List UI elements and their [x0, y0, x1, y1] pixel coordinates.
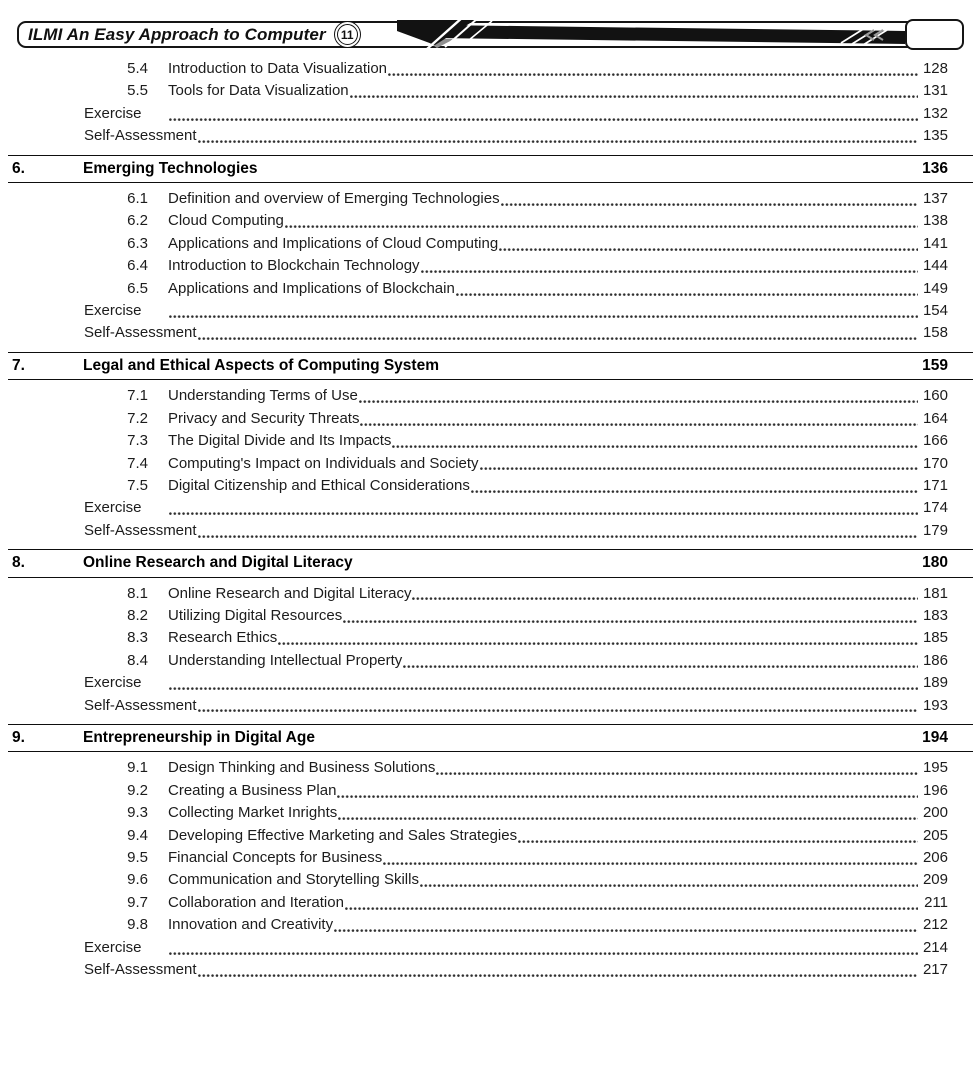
- page-number: 217: [922, 961, 948, 979]
- page-number: 138: [922, 212, 948, 230]
- grade-badge-inner-ring: [337, 24, 358, 45]
- section-title: Collaboration and Iteration: [168, 893, 344, 911]
- dot-leader: [198, 708, 918, 713]
- page-number: 166: [922, 432, 948, 450]
- section-number: 7.2: [127, 409, 148, 427]
- grade-number: 11: [340, 27, 354, 42]
- dot-leader: [198, 139, 918, 144]
- page-number: 181: [922, 584, 948, 602]
- exercise-row: [8, 300, 948, 322]
- chapter-title: Legal and Ethical Aspects of Computing System: [83, 356, 439, 374]
- section-title: Collecting Market Inrights: [168, 804, 338, 822]
- toc-entry: [8, 802, 948, 824]
- dot-leader: [169, 511, 918, 516]
- section-title: Introduction to Data Visualization: [168, 60, 388, 77]
- section-title: Communication and Storytelling Skills: [168, 871, 419, 889]
- section-title: Applications and Implications of Blockchain: [168, 279, 455, 297]
- section-number: 9.2: [127, 781, 148, 799]
- toc-entry: [8, 892, 948, 914]
- toc-entry: [8, 58, 948, 80]
- toc-entry: [8, 780, 948, 802]
- header-swoosh-decoration: [375, 18, 915, 50]
- self-assessment-row: [8, 125, 948, 147]
- toc-entry: [8, 914, 948, 936]
- dot-leader: [360, 422, 918, 427]
- dot-leader: [198, 534, 918, 539]
- section-number: 9.1: [127, 759, 148, 777]
- page-number: 160: [922, 387, 948, 405]
- self-assessment-row: [8, 959, 948, 981]
- header-end-tab: [905, 19, 964, 50]
- dot-leader: [420, 883, 918, 888]
- dot-leader: [169, 951, 918, 956]
- dot-leader: [501, 202, 918, 207]
- dot-leader: [421, 269, 918, 274]
- aux-label: Exercise: [84, 674, 142, 692]
- aux-label: Exercise: [84, 938, 142, 956]
- section-title: The Digital Divide and Its Impacts: [168, 432, 392, 450]
- section-number: 6.4: [127, 257, 148, 275]
- toc-entry: [8, 430, 948, 452]
- section-title: Applications and Implications of Cloud Computing: [168, 234, 499, 252]
- page-number: 128: [922, 60, 948, 77]
- page-number: 186: [922, 651, 948, 669]
- dot-leader: [169, 117, 918, 122]
- dot-leader: [499, 247, 918, 252]
- dot-leader: [337, 794, 918, 799]
- page-number: 183: [922, 606, 948, 624]
- chapter-block: [8, 724, 973, 981]
- section-title: Financial Concepts for Business: [168, 849, 383, 866]
- page-number: 135: [922, 127, 948, 145]
- chapter-block: [8, 352, 973, 542]
- toc-entry: [8, 255, 948, 277]
- section-title: Understanding Terms of Use: [168, 387, 358, 405]
- book-title: ILMI An Easy Approach to Computer: [28, 24, 326, 44]
- self-assessment-row: [8, 695, 948, 717]
- dot-leader: [456, 292, 918, 297]
- dot-leader: [334, 928, 918, 933]
- chapter-title: Entrepreneurship in Digital Age: [83, 728, 315, 746]
- section-number: 6.1: [127, 190, 148, 208]
- section-title: Tools for Data Visualization: [168, 82, 349, 100]
- page-number: 131: [922, 82, 948, 100]
- dot-leader: [285, 224, 918, 229]
- toc-entry: [8, 475, 948, 497]
- dot-leader: [198, 336, 918, 341]
- chapter-rows: [8, 752, 973, 981]
- toc-body: [8, 58, 973, 981]
- toc-entry: [8, 210, 948, 232]
- dot-leader: [383, 861, 918, 866]
- chapter-title: Emerging Technologies: [83, 159, 258, 177]
- section-number: 8.1: [127, 584, 148, 602]
- section-number: 7.5: [127, 476, 148, 494]
- page-number: 179: [922, 521, 948, 539]
- section-number: 5.4: [127, 60, 148, 77]
- swoosh-bar: [435, 25, 905, 44]
- dot-leader: [436, 771, 918, 776]
- section-title: Cloud Computing: [168, 212, 284, 230]
- page-number: 174: [922, 499, 948, 517]
- page-number: 164: [922, 409, 948, 427]
- page-number: 159: [922, 356, 948, 374]
- toc-entry: [8, 650, 948, 672]
- section-title: Digital Citizenship and Ethical Considerations: [168, 476, 470, 494]
- chapter5-continued-rows: [8, 58, 973, 148]
- toc-entry: [8, 453, 948, 475]
- section-title: Computing's Impact on Individuals and Society: [168, 454, 479, 472]
- toc-entry: [8, 188, 948, 210]
- toc-entry: [8, 605, 948, 627]
- chapter-block: [8, 155, 973, 345]
- dot-leader: [412, 596, 918, 601]
- section-number: 7.4: [127, 454, 148, 472]
- page-number: 196: [922, 781, 948, 799]
- section-number: 6.3: [127, 234, 148, 252]
- exercise-row: [8, 103, 948, 125]
- dot-leader: [169, 686, 918, 691]
- chapter-rows: [8, 380, 973, 542]
- aux-label: Self-Assessment: [84, 696, 197, 714]
- chapter-block: [8, 549, 973, 717]
- aux-label: Exercise: [84, 499, 142, 517]
- dot-leader: [350, 94, 918, 99]
- page-number: 144: [922, 257, 948, 275]
- dot-leader: [480, 466, 918, 471]
- section-title: Introduction to Blockchain Technology: [168, 257, 420, 275]
- section-number: 7.3: [127, 432, 148, 450]
- page-number: 212: [922, 916, 948, 934]
- aux-label: Exercise: [84, 302, 142, 320]
- page-number: 185: [922, 629, 948, 647]
- dot-leader: [278, 641, 918, 646]
- section-title: Research Ethics: [168, 629, 278, 647]
- toc-entry: [8, 80, 948, 102]
- section-title: Innovation and Creativity: [168, 916, 334, 934]
- section-number: 9.5: [127, 849, 148, 866]
- dot-leader: [403, 664, 918, 669]
- page-number: 137: [922, 190, 948, 208]
- section-title: Privacy and Security Threats: [168, 409, 360, 427]
- page-number: 180: [922, 554, 948, 572]
- toc-entry: [8, 583, 948, 605]
- aux-label: Self-Assessment: [84, 961, 197, 979]
- page-number: 158: [922, 324, 948, 342]
- page-number: 141: [922, 234, 948, 252]
- dot-leader: [343, 619, 918, 624]
- toc-entry: [8, 847, 948, 869]
- dot-leader: [169, 314, 918, 319]
- page-number: 206: [922, 849, 948, 866]
- dot-leader: [338, 816, 918, 821]
- section-number: 8.2: [127, 606, 148, 624]
- toc-entry: [8, 825, 948, 847]
- section-number: 9.4: [127, 826, 148, 844]
- page-number: 154: [922, 302, 948, 320]
- section-number: 8.4: [127, 651, 148, 669]
- toc-entry: [8, 869, 948, 891]
- section-title: Online Research and Digital Literacy: [168, 584, 412, 602]
- toc-entry: [8, 627, 948, 649]
- page-number: 171: [922, 476, 948, 494]
- chapter-number: 6.: [12, 159, 25, 177]
- page-number: 189: [922, 674, 948, 692]
- chapter-rows: [8, 183, 973, 345]
- page-number: 136: [922, 159, 948, 177]
- section-number: 5.5: [127, 82, 148, 100]
- section-title: Understanding Intellectual Property: [168, 651, 403, 669]
- page-number: 170: [922, 454, 948, 472]
- dot-leader: [471, 489, 918, 494]
- section-number: 9.6: [127, 871, 148, 889]
- aux-label: Self-Assessment: [84, 521, 197, 539]
- toc-entry: [8, 278, 948, 300]
- grade-badge: [334, 21, 361, 48]
- chapter-number: 9.: [12, 728, 25, 746]
- page-number: 200: [922, 804, 948, 822]
- section-title: Creating a Business Plan: [168, 781, 337, 799]
- page-number: 149: [922, 279, 948, 297]
- toc-entry: [8, 408, 948, 430]
- chapter-title: Online Research and Digital Literacy: [83, 554, 353, 572]
- page-number: 194: [922, 728, 948, 746]
- section-number: 8.3: [127, 629, 148, 647]
- page-number: 205: [922, 826, 948, 844]
- chapter-title-row: [8, 550, 973, 576]
- header-title-group: [28, 21, 361, 48]
- chapter-rows: [8, 578, 973, 717]
- section-number: 9.7: [127, 893, 148, 911]
- chapter-title-row: [8, 353, 973, 379]
- dot-leader: [388, 72, 918, 77]
- page-number: 211: [924, 893, 948, 911]
- self-assessment-row: [8, 322, 948, 344]
- toc-entry: [8, 757, 948, 779]
- exercise-row: [8, 937, 948, 959]
- page-number: 214: [922, 938, 948, 956]
- book-header: [17, 21, 963, 48]
- section-number: 9.8: [127, 916, 148, 934]
- toc-entry: [8, 233, 948, 255]
- aux-label: Self-Assessment: [84, 324, 197, 342]
- exercise-row: [8, 672, 948, 694]
- section-number: 6.5: [127, 279, 148, 297]
- page-number: 193: [922, 696, 948, 714]
- dot-leader: [518, 839, 918, 844]
- chapter-title-row: [8, 156, 973, 182]
- page-number: 195: [922, 759, 948, 777]
- aux-label: Self-Assessment: [84, 127, 197, 145]
- chapter-number: 7.: [12, 356, 25, 374]
- dot-leader: [359, 399, 918, 404]
- dot-leader: [345, 906, 918, 911]
- page-number: 209: [922, 871, 948, 889]
- section-title: Utilizing Digital Resources: [168, 606, 343, 624]
- chapter-title-row: [8, 725, 973, 751]
- dot-leader: [392, 444, 918, 449]
- chapter-number: 8.: [12, 554, 25, 572]
- dot-leader: [198, 973, 918, 978]
- section-number: 9.3: [127, 804, 148, 822]
- aux-label: Exercise: [84, 104, 142, 122]
- section-title: Design Thinking and Business Solutions: [168, 759, 436, 777]
- page-number: 132: [922, 104, 948, 122]
- exercise-row: [8, 497, 948, 519]
- section-number: 7.1: [127, 387, 148, 405]
- section-number: 6.2: [127, 212, 148, 230]
- section-title: Definition and overview of Emerging Technologies: [168, 190, 500, 208]
- self-assessment-row: [8, 520, 948, 542]
- toc-entry: [8, 385, 948, 407]
- section-title: Developing Effective Marketing and Sales Strategies: [168, 826, 518, 844]
